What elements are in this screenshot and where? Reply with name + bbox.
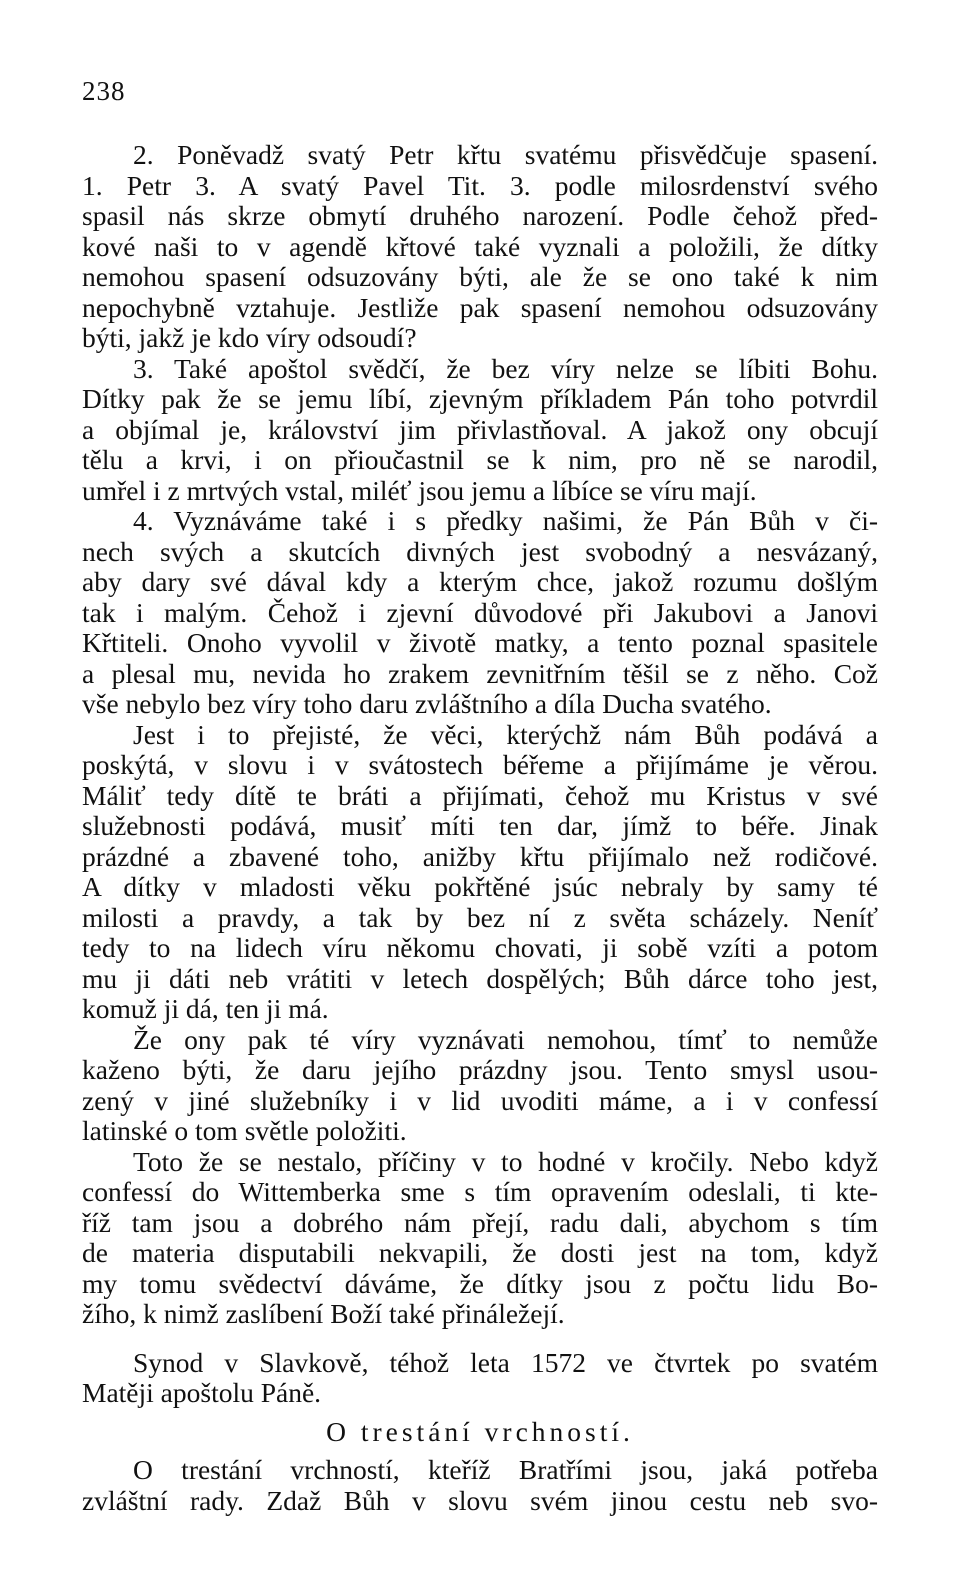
text-line: 4. Vyznáváme také i s předky našimi, že Pán Bůh v či-: [133, 506, 878, 536]
text-line: tělu a krvi, i on přioučastnil se k nim, pro ně se narodil,: [82, 445, 878, 475]
text-line: zený v jiné služebníky i v lid uvoditi máme, a i v confessí: [82, 1086, 878, 1116]
text-line: zvláštní rady. Zdaž Bůh v slovu svém jinou cestu neb svo-: [82, 1486, 878, 1516]
page-number: 238: [82, 76, 126, 106]
text-line: a objímal je, království jim přivlastňoval. A jakož ony obcují: [82, 415, 878, 445]
text-line: nemohou spasení odsuzovány býti, ale že se ono také k nim: [82, 262, 878, 292]
text-line: býti, jakž je kdo víry odsoudí?: [82, 323, 417, 353]
text-line: 3. Také apoštol svědčí, že bez víry nelze se líbiti Bohu.: [133, 354, 878, 384]
text-line: tak i malým. Čehož i zjevní důvodové při Jakubovi a Janovi: [82, 598, 878, 628]
text-line: A dítky v mladosti věku pokřtěné jsúc nebraly by samy té: [82, 872, 878, 902]
text-line: umřel i z mrtvých vstal, miléť jsou jemu a líbíce se víru mají.: [82, 476, 757, 506]
text-line: Toto že se nestalo, příčiny v to hodné v kročily. Nebo když: [133, 1147, 878, 1177]
text-line: aby dary své dával kdy a kterým chce, jakož rozumu došlým: [82, 567, 878, 597]
text-line: 1. Petr 3. A svatý Pavel Tit. 3. podle milosrdenství svého: [82, 171, 878, 201]
text-line: Synod v Slavkově, téhož leta 1572 ve čtvrtek po svatém: [133, 1348, 878, 1378]
text-line: poskýtá, v slovu i v svátostech béřeme a přijímáme je věrou.: [82, 750, 878, 780]
text-line: Dítky pak že se jemu líbí, zjevným příkladem Pán toho potvrdil: [82, 384, 878, 414]
text-line: prázdné a zbavené toho, anižby křtu přijímalo než rodičové.: [82, 842, 878, 872]
text-line: O trestání vrchností, kteříž Bratřími jsou, jaká potřeba: [133, 1455, 878, 1485]
text-line: my tomu svědectví dáváme, že dítky jsou z počtu lidu Bo-: [82, 1269, 878, 1299]
text-line: vše nebylo bez víry toho daru zvláštního a díla Ducha svatého.: [82, 689, 772, 719]
text-line: mu ji dáti neb vrátiti v letech dospělých; Bůh dárce toho jest,: [82, 964, 878, 994]
text-line: Máliť tedy dítě te bráti a přijímati, čehož mu Kristus v své: [82, 781, 878, 811]
text-line: a plesal mu, nevida ho zrakem zevnitřním těšil se z něho. Což: [82, 659, 878, 689]
text-line: spasil nás skrze obmytí druhého narození. Podle čehož před-: [82, 201, 878, 231]
text-line: říž tam jsou a dobrého nám přejí, radu dali, abychom s tím: [82, 1208, 878, 1238]
section-heading: O trestání vrchností.: [326, 1416, 634, 1447]
text-line: kaženo býti, že daru jejího prázdny jsou. Tento smysl usou-: [82, 1055, 878, 1085]
text-line: confessí do Wittemberka sme s tím opravením odeslali, ti kte-: [82, 1177, 878, 1207]
text-line: Matěji apoštolu Páně.: [82, 1378, 322, 1408]
text-line: Křtiteli. Onoho vyvolil v životě matky, a tento poznal spasitele: [82, 628, 878, 658]
text-line: tedy to na lidech víru někomu chovati, ji sobě vzíti a potom: [82, 933, 878, 963]
text-line: komuž ji dá, ten ji má.: [82, 994, 329, 1024]
text-line: latinské o tom světle položiti.: [82, 1116, 407, 1146]
text-line: 2. Poněvadž svatý Petr křtu svatému přisvědčuje spasení.: [133, 140, 878, 170]
text-line: kové naši to v agendě křtové také vyznali a položili, že dítky: [82, 232, 878, 262]
text-line: Že ony pak té víry vyznávati nemohou, tímť to nemůže: [133, 1025, 878, 1055]
text-line: milosti a pravdy, a tak by bez ní z světa scházely. Neníť: [82, 903, 878, 933]
text-line: de materia disputabili nekvapili, že dosti jest na tom, když: [82, 1238, 878, 1268]
text-line: nepochybně vztahuje. Jestliže pak spasení nemohou odsuzovány: [82, 293, 878, 323]
text-line: žího, k nimž zaslíbení Boží také přináležejí.: [82, 1299, 565, 1329]
text-line: Jest i to přejisté, že věci, kterýchž nám Bůh podává a: [133, 720, 878, 750]
text-line: nech svých a skutcích divných jest svobodný a nesvázaný,: [82, 537, 878, 567]
text-line: služebnosti podává, musiť míti ten dar, jímž to béře. Jinak: [82, 811, 878, 841]
